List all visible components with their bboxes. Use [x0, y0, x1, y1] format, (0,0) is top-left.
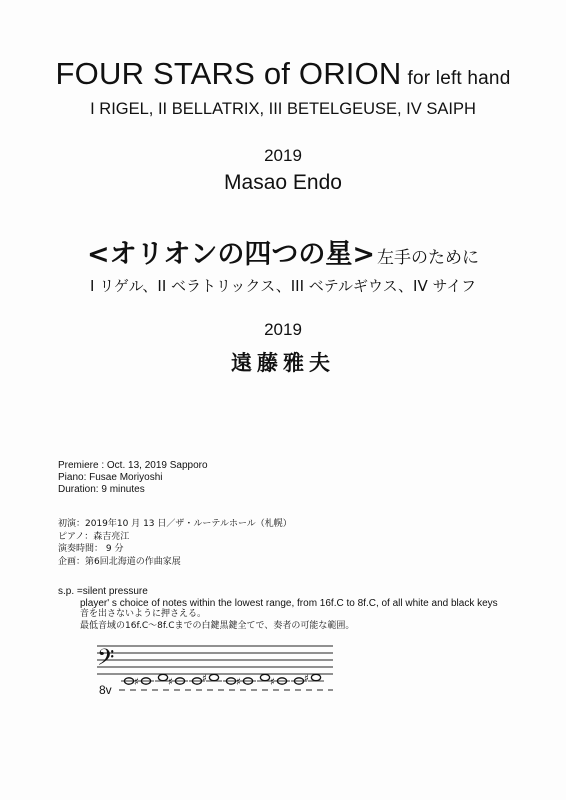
ottava-marking: 8v [99, 683, 112, 697]
composer-en: Masao Endo [224, 171, 342, 194]
bass-clef-icon: 𝄢 [97, 645, 115, 676]
duration-line: Duration: 9 minutes [58, 484, 145, 495]
performance-notes [58, 586, 498, 632]
year-en: 2019 [264, 146, 302, 165]
title-en [0, 56, 566, 92]
silent-pressure-desc-en: player' s choice of notes within the lowest range, from 16f.C to 8f.C, of all white and black keys [80, 597, 498, 609]
sharp-icon: ♯ [270, 677, 275, 688]
music-staff-example [95, 636, 345, 698]
title-jp-subtitle: 左手のために [376, 248, 479, 268]
whole-note [158, 674, 167, 680]
premiere-info-jp [58, 518, 292, 568]
whole-note [209, 674, 218, 680]
premiere-line: Premiere : Oct. 13, 2019 Sapporo [58, 460, 208, 471]
sharp-icon: ♯ [134, 677, 139, 688]
title-en-subtitle: for left hand [407, 68, 511, 89]
organizer-line-jp: 企画：第6回北海道の作曲家展 [58, 556, 181, 567]
composer-jp: 遠藤雅夫 [231, 351, 335, 375]
notes-group [121, 674, 324, 689]
staff-lines [97, 646, 333, 674]
movements-en: I RIGEL, II BELLATRIX, III BETELGEUSE, IV SAIPH [90, 100, 476, 118]
sharp-icon: ♯ [168, 677, 173, 688]
pianist-line: Piano: Fusae Moriyoshi [58, 472, 163, 483]
pianist-line-jp: ピアノ：森吉亮江 [58, 531, 130, 542]
title-en-main: FOUR STARS of ORION [55, 56, 402, 91]
title-jp-main: <オリオンの四つの星> [87, 239, 375, 270]
title-jp [0, 232, 566, 271]
premiere-info-en [58, 460, 208, 496]
duration-line-jp: 演奏時間： 9 分 [58, 544, 124, 554]
whole-note [260, 674, 269, 680]
whole-note [311, 674, 320, 680]
sharp-icon: ♯ [202, 673, 207, 685]
movements-jp: I リゲル、II ベラトリックス、III ベテルギウス、IV サイフ [90, 277, 476, 295]
silent-pressure-desc-jp-2: 最低音域の16f.C～8f.Cまでの白鍵黒鍵全てで、奏者の可能な範囲。 [80, 620, 355, 631]
sharp-icon: ♯ [304, 673, 309, 685]
silent-pressure-desc-jp-1: 音を出さないように押さえる。 [80, 609, 207, 619]
sharp-icon: ♯ [236, 677, 241, 688]
silent-pressure-term: s.p. =silent pressure [58, 586, 148, 597]
year-jp: 2019 [264, 320, 302, 339]
premiere-line-jp: 初演：2019年10 月 13 日／ザ・ルーテルホール（札幌） [58, 519, 292, 529]
